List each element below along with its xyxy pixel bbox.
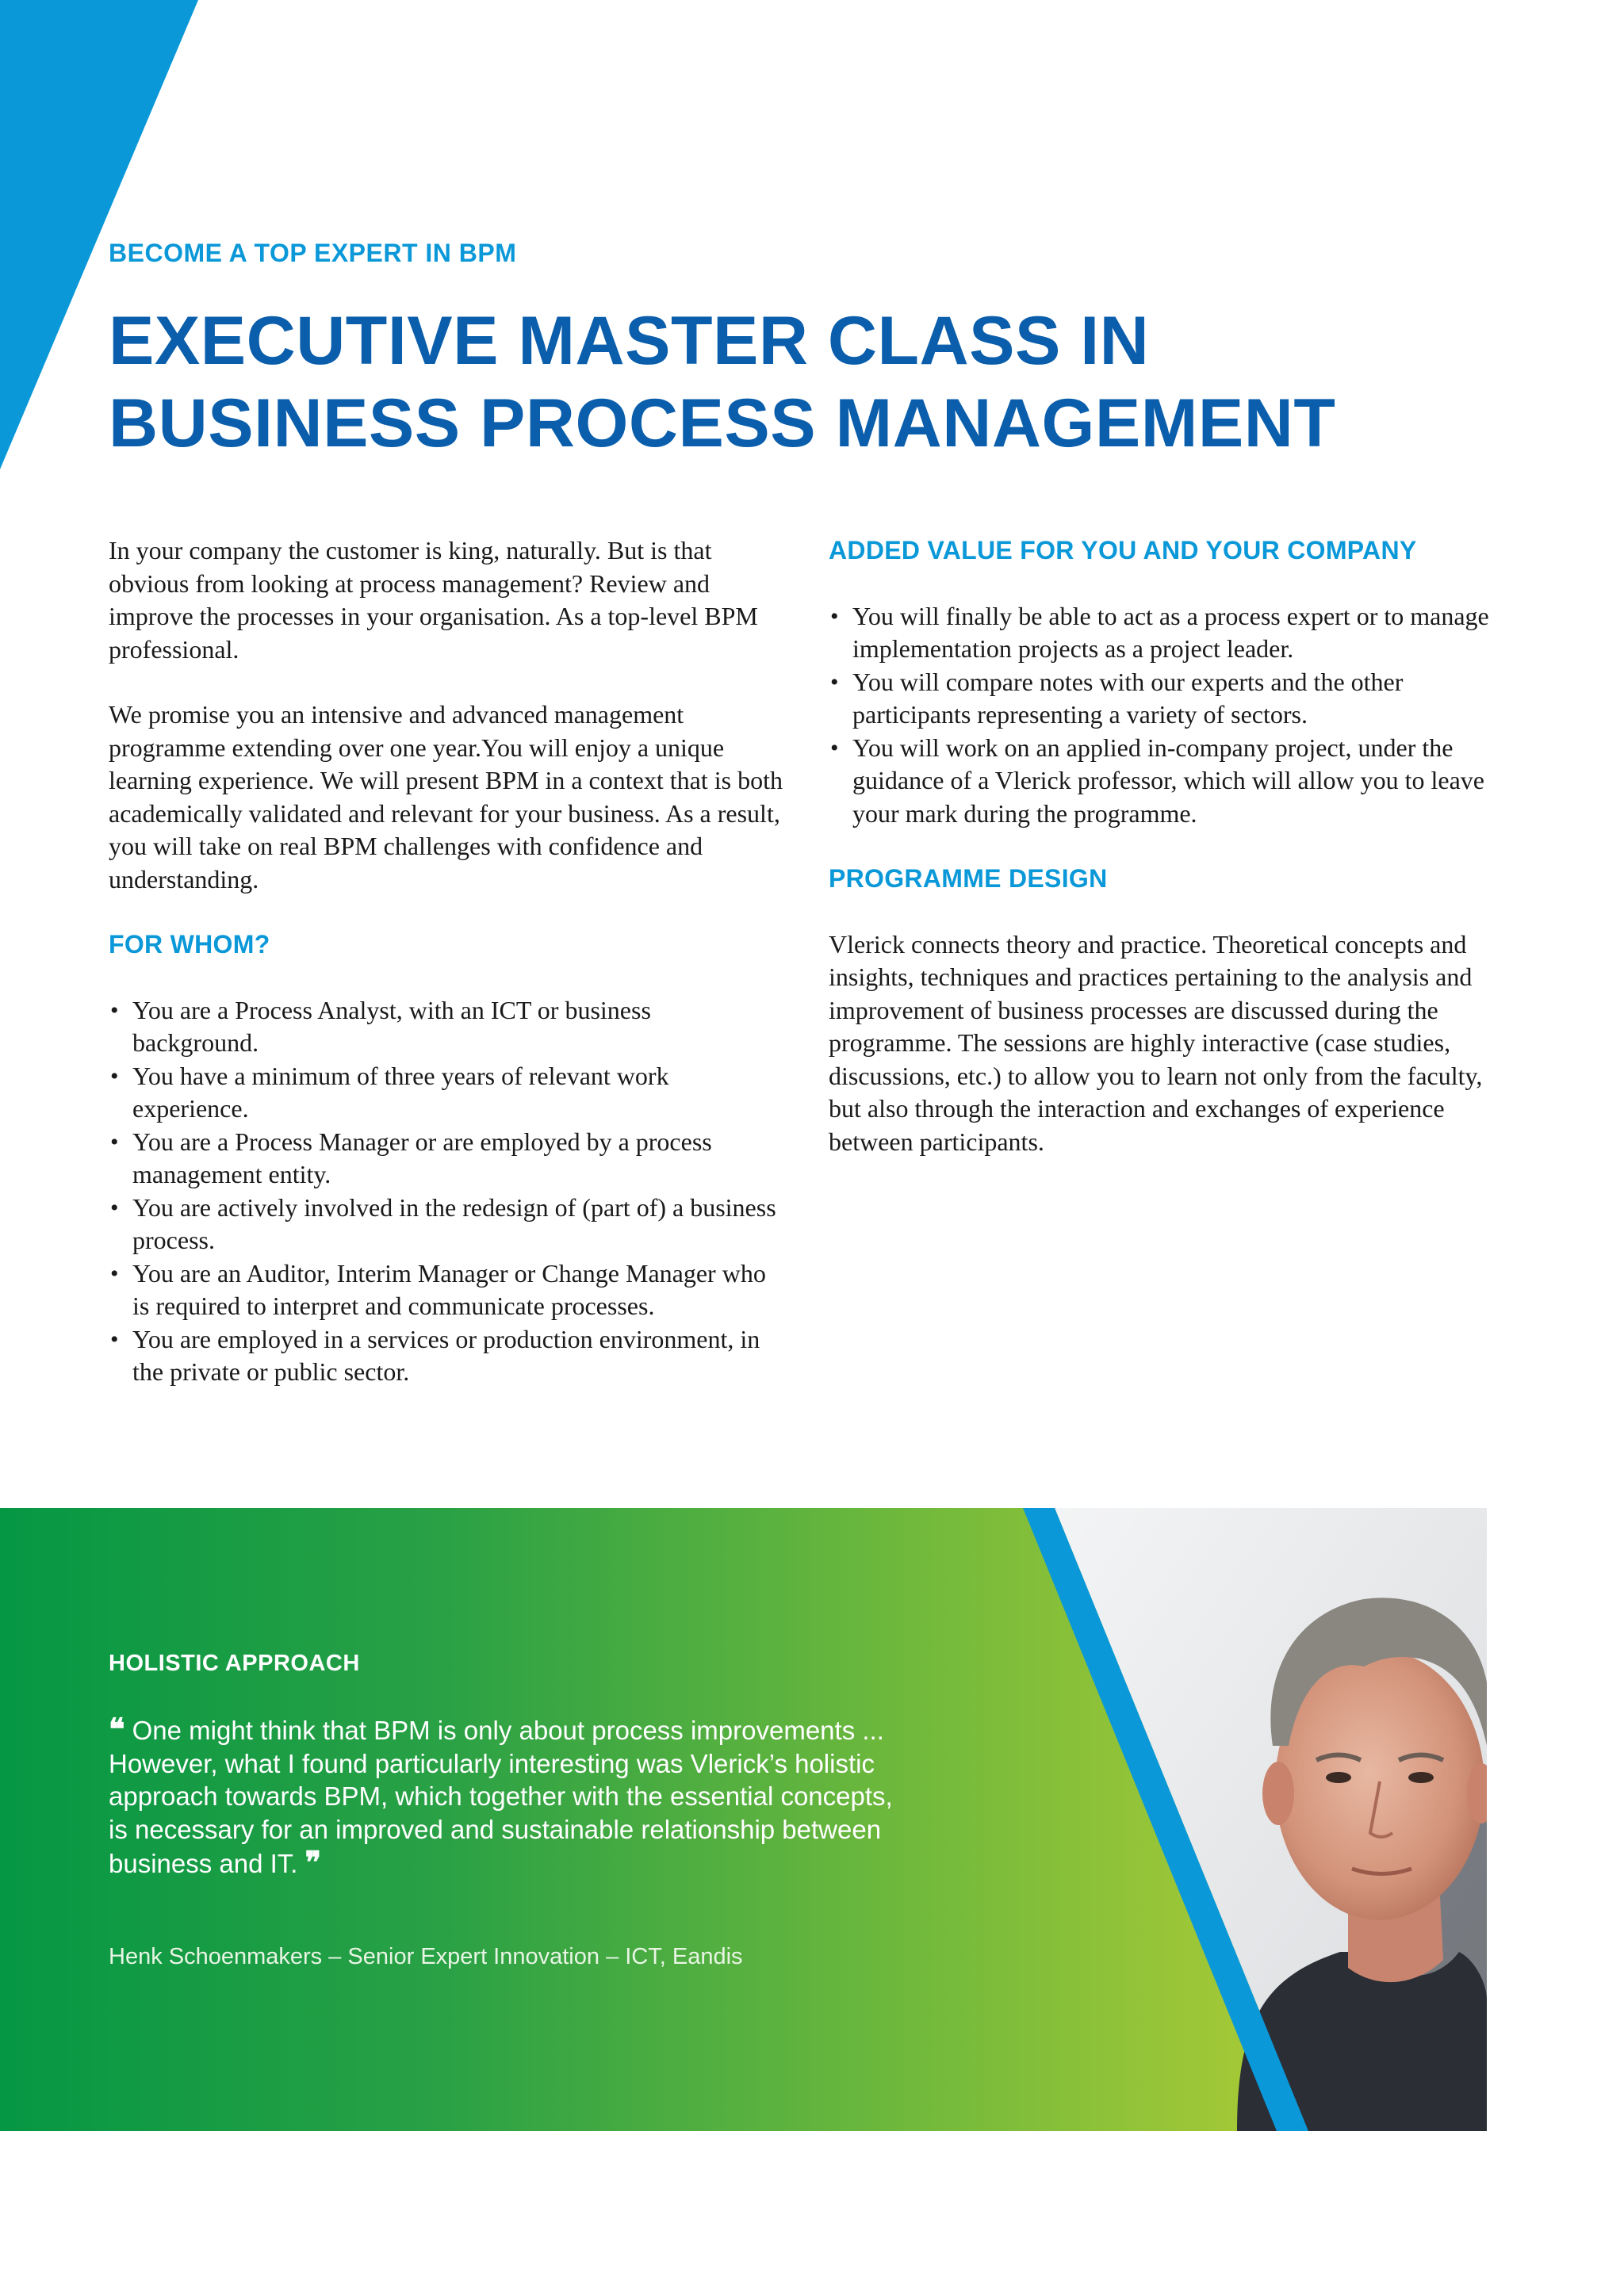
list-item: • You are an Auditor, Interim Manager or Change Manager who is required to interpret and communicate processes. [110,1258,766,1320]
intro-paragraph-2: We promise you an intensive and advanced management programme extending over one year.You will enjoy a unique learning experience. We will present BPM in a context that is both academically validated and relevant for your business. As a result, you will take on real BPM challenges with confidence and understanding. [109,700,783,894]
list-item: • You are employed in a services or production environment, in the private or public sector. [110,1324,760,1386]
left-column [109,534,783,1422]
close-quote-icon: ❞ [304,1844,322,1880]
list-item: • You are a Process Manager or are employed by a process management entity. [110,1127,712,1188]
list-item: • You have a minimum of three years of relevant work experience. [110,1061,669,1123]
testimonial-quote [109,1712,917,1881]
bullet-icon: • [110,1062,119,1089]
bullet-icon: • [110,1326,119,1353]
bullet-icon: • [830,668,839,695]
list-item: • You will work on an applied in-company project, under the guidance of a Vlerick professor, which will allow you to leave your mark during the programme. [830,733,1484,828]
list-item: • You are a Process Analyst, with an ICT or business background. [110,995,651,1057]
added-value-heading: ADDED VALUE FOR YOU AND YOUR COMPANY [829,536,1417,564]
title-line-1: EXECUTIVE MASTER CLASS IN [109,303,1150,379]
bullet-icon: • [110,1128,119,1155]
list-item: • You will compare notes with our experts and the other participants representing a variety of sectors. [830,667,1404,729]
for-whom-list [109,994,783,1389]
list-item: • You are actively involved in the redesign of (part of) a business process. [110,1192,776,1254]
list-item: • You will finally be able to act as a process expert or to manage implementation projects as a project leader. [830,601,1489,663]
added-value-list [829,600,1511,831]
programme-design-text: Vlerick connects theory and practice. Theoretical concepts and insights, techniques and practices pertaining to the analysis and improvement of business processes are discussed during the programme. The sessions are highly interactive (case studies, discussions, etc.) to allow you to learn not only from the faculty, but also through the interaction and exchanges of experience between participants. [829,929,1483,1156]
bullet-icon: • [110,1260,119,1287]
bullet-icon: • [110,1194,119,1221]
testimonial-attribution: Henk Schoenmakers – Senior Expert Innovation – ICT, Eandis [109,1944,743,1969]
programme-design-heading: PROGRAMME DESIGN [829,864,1108,893]
intro-paragraph-1: In your company the customer is king, naturally. But is that obvious from looking at process management? Review and improve the processes in your organisation. As a top-level BPM professional. [109,536,758,664]
testimonial-heading: HOLISTIC APPROACH [109,1651,360,1676]
right-column [829,534,1511,1191]
bullet-icon: • [110,997,119,1024]
quote-text: One might think that BPM is only about process improvements ... However, what I found particularly interesting was Vlerick’s holistic approach towards BPM, which together with the essential concepts, is necessary for an improved and sustainable relationship between business and IT. [109,1716,893,1878]
bullet-icon: • [830,603,839,629]
bullet-icon: • [830,734,839,761]
page-kicker: BECOME A TOP EXPERT IN BPM [109,239,517,267]
testimonial-band [0,1508,1487,2131]
open-quote-icon: ❝ [109,1711,125,1747]
page-title [109,300,1536,465]
title-line-2: BUSINESS PROCESS MANAGEMENT [109,385,1336,461]
for-whom-heading: FOR WHOM? [109,930,270,959]
